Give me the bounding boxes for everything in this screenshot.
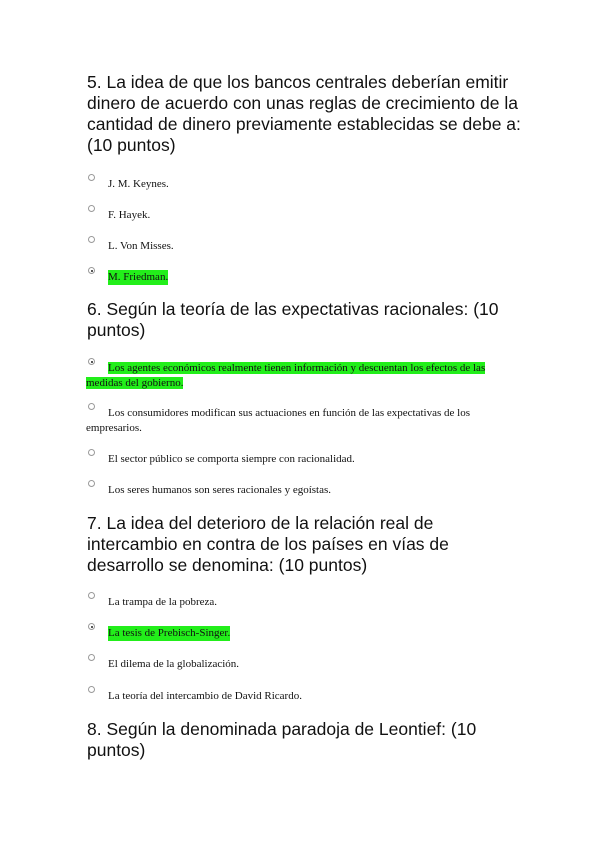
option-label: L. Von Misses. xyxy=(108,240,174,252)
option-label: La teoría del intercambio de David Ricardo. xyxy=(108,690,302,702)
radio-button-selected[interactable] xyxy=(88,623,95,630)
radio-button[interactable] xyxy=(88,592,95,599)
radio-button[interactable] xyxy=(88,236,95,243)
option-label: Los consumidores modifican sus actuaciones en función de las expectativas de los empresarios. xyxy=(86,407,470,434)
radio-button[interactable] xyxy=(88,449,95,456)
option-label: El sector público se comporta siempre con racionalidad. xyxy=(108,453,355,465)
question-7-text: 7. La idea del deterioro de la relación real de intercambio en contra de los países en vías de desarrollo se denomina: (10 puntos) xyxy=(87,513,449,575)
radio-button-selected[interactable] xyxy=(88,267,95,274)
radio-button[interactable] xyxy=(88,686,95,693)
question-8-text: 8. Según la denominada paradoja de Leontief: (10 puntos) xyxy=(87,719,477,760)
question-6-text: 6. Según la teoría de las expectativas racionales: (10 puntos) xyxy=(87,299,499,340)
option-label: La trampa de la pobreza. xyxy=(108,596,218,608)
radio-button[interactable] xyxy=(88,174,95,181)
question-5-text: 5. La idea de que los bancos centrales deberían emitir dinero de acuerdo con unas reglas de crecimiento de la cantidad de dinero previamente establecidas se debe a: (10 puntos) xyxy=(87,72,521,155)
option-label-highlighted: Los agentes económicos realmente tienen información y descuentan los efectos de las medidas del gobierno. xyxy=(86,362,486,389)
option-label: Los seres humanos son seres racionales y egoístas. xyxy=(108,484,332,496)
radio-button[interactable] xyxy=(88,205,95,212)
option-label-highlighted: M. Friedman. xyxy=(108,271,169,283)
option-label-highlighted: La tesis de Prebisch-Singer. xyxy=(108,627,231,639)
option-label: El dilema de la globalización. xyxy=(108,658,240,670)
option-label: F. Hayek. xyxy=(108,209,151,221)
option-label: J. M. Keynes. xyxy=(108,178,169,190)
radio-button[interactable] xyxy=(88,654,95,661)
radio-button[interactable] xyxy=(88,480,95,487)
